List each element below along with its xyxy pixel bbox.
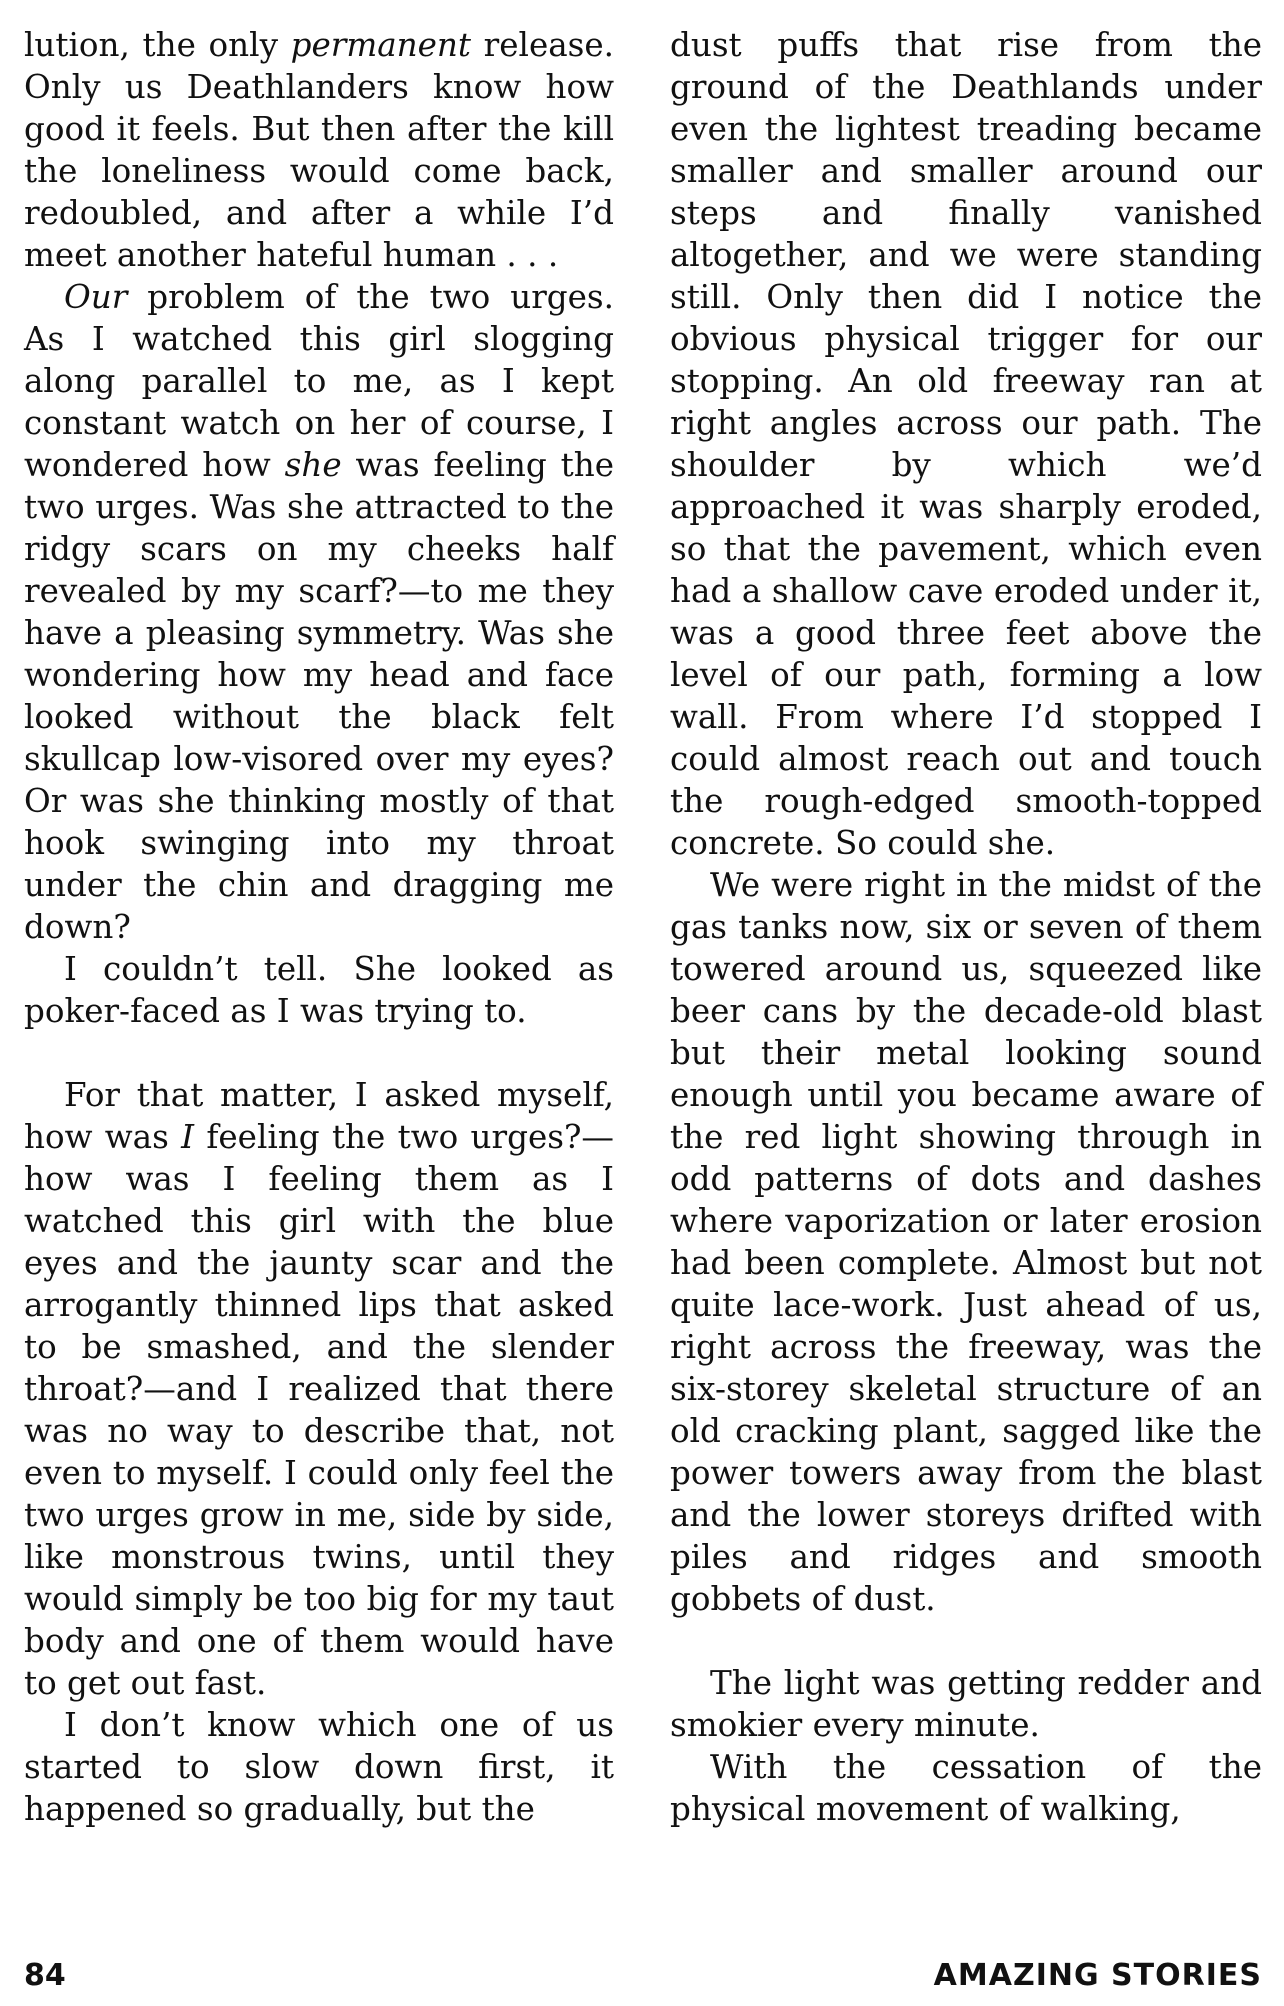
italic-run: Our [64,278,128,316]
paragraph [24,24,614,276]
left-column [24,24,614,1830]
text-run: was feeling the two urges. Was she attracted to the ridgy scars on my cheeks half revealed by my scarf?—to me they have a pleasing symmetry. Was she wondering how my head and face looked without the black felt skullcap low-visored over my eyes? Or was she thinking mostly of that hook swinging into my throat under the chin and dragging me down? [24,446,614,946]
text-run: dust puffs that rise from the ground of the Deathlands under even the lightest treading became smaller and smaller around our steps and finally vanished altogether, and we were standing still. Only then did I notice the obvious physical trigger for our stopping. An old freeway ran at right angles across our path. The shoulder by which we’d approached it was sharply eroded, so that the pavement, which even had a shallow cave eroded under it, was a good three feet above the level of our path, forming a low wall. From where I’d stopped I could almost reach out and touch the rough-edged smooth-topped concrete. So could she. [670,26,1262,862]
text-run: For that matter, I asked myself, how was [24,1076,614,1156]
paragraph [24,1704,614,1830]
paragraph [670,24,1262,864]
paragraph [24,1074,614,1704]
text-run: With the cessation of the physical movement of walking, [670,1748,1262,1828]
paragraph [24,948,614,1032]
text-run: We were right in the midst of the gas tanks now, six or seven of them towered around us, squeezed like beer cans by the decade-old blast but their metal looking sound enough until you became aware of the red light showing through in odd patterns of dots and dashes where vaporization or later erosion had been complete. Almost but not quite lace-work. Just ahead of us, right across the freeway, was the six-storey skeletal structure of an old cracking plant, sagged like the power towers away from the blast and the lower storeys drifted with piles and ridges and smooth gobbets of dust. [670,866,1262,1618]
page-number: 84 [24,1958,66,1993]
page-footer [24,1954,1262,1998]
italic-run: permanent [290,26,471,64]
italic-run: she [284,446,342,484]
italic-run: I [181,1118,195,1156]
magazine-title: AMAZING STORIES [933,1958,1262,1993]
text-run: lution, the only [24,26,291,64]
text-run: I couldn’t tell. She looked as poker-faced as I was trying to. [24,950,614,1030]
paragraph [670,1746,1262,1830]
text-run: The light was getting redder and smokier every minute. [670,1664,1262,1744]
paragraph [670,1662,1262,1746]
text-run: feeling the two urges?—how was I feeling them as I watched this girl with the blue eyes and the jaunty scar and the arrogantly thinned lips that asked to be smashed, and the slender throat?—and I realized that there was no way to describe that, not even to myself. I could only feel the two urges grow in me, side by side, like monstrous twins, until they would simply be too big for my taut body and one of them would have to get out fast. [24,1118,614,1702]
right-column [670,24,1262,1830]
text-run: release. Only us Deathlanders know how good it feels. But then after the kill the loneliness would come back, redoubled, and after a while I’d meet another hateful human . . . [24,26,614,274]
paragraph [24,276,614,948]
text-run: I don’t know which one of us started to slow down first, it happened so gradually, but the [24,1706,614,1828]
paragraph [670,864,1262,1620]
text-run: problem of the two urges. As I watched this girl slogging along parallel to me, as I kept constant watch on her of course, I wondered how [24,278,614,484]
